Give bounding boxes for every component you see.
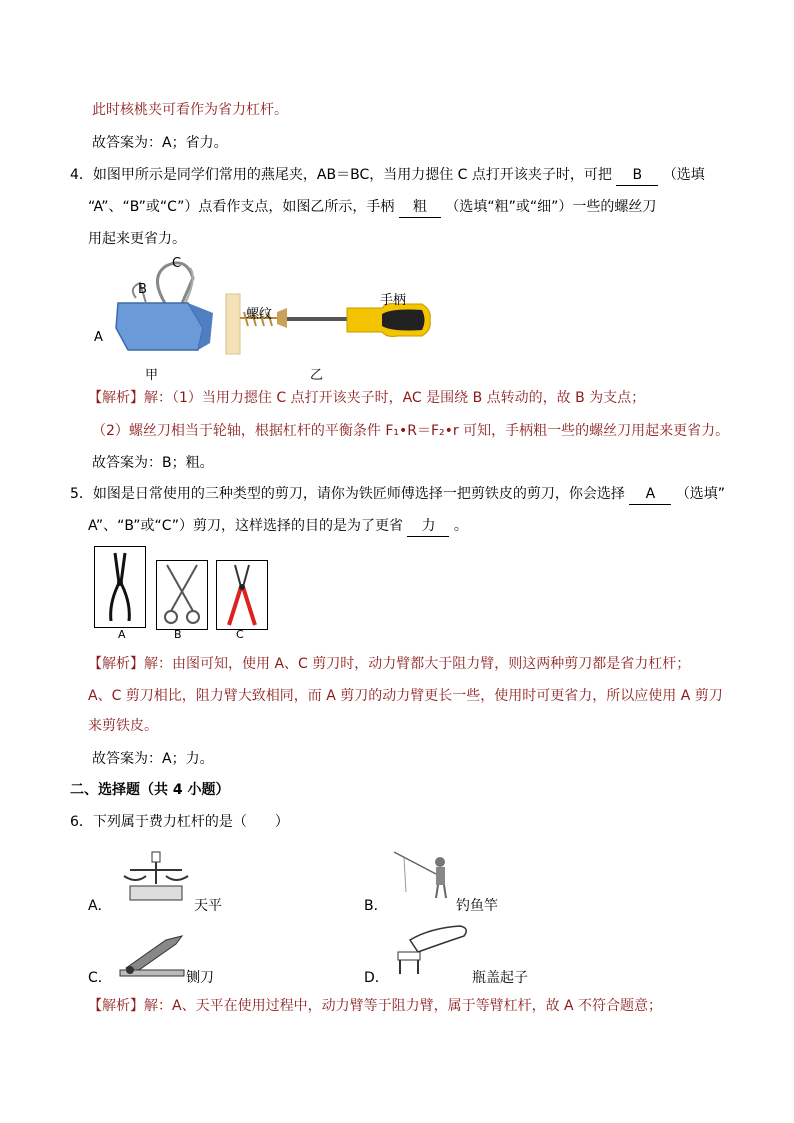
guillotine-icon bbox=[116, 930, 188, 980]
q6-stem: 6．下列属于费力杠杆的是（ ） bbox=[70, 814, 289, 830]
q5-blank-1: A bbox=[629, 484, 671, 505]
q4-answer: 故答案为：B；粗。 bbox=[92, 455, 214, 471]
q4-analysis-2: （2）螺丝刀相当于轮轴，根据杠杆的平衡条件 F₁•R＝F₂•r 可知，手柄粗一些的螺丝刀用起来更省力。 bbox=[92, 423, 730, 439]
binder-clip-figure bbox=[88, 258, 218, 358]
hedge-shears-icon bbox=[217, 561, 267, 629]
q5-text-1b: （选填” bbox=[675, 486, 726, 502]
scissors-label-a: A bbox=[118, 628, 126, 641]
analysis-tag: 【解析】 bbox=[88, 390, 144, 406]
binder-clip-body bbox=[116, 303, 203, 350]
q5-analysis-1 bbox=[88, 654, 690, 674]
option-b-label: 钓鱼竿 bbox=[456, 898, 498, 914]
q5-text-1a: 5．如图是日常使用的三种类型的剪刀，请你为铁匠师傅选择一把剪铁皮的剪刀，你会选择 bbox=[70, 486, 625, 502]
scissors-b-box bbox=[156, 560, 208, 630]
q5-analysis-text-1: 解：由图可知，使用 A、C 剪刀时，动力臂都大于阻力臂，则这两种剪刀都是省力杠杆； bbox=[144, 656, 691, 672]
wood-block bbox=[226, 294, 240, 354]
q5-text-2a: A”、“B”或“C”）剪刀，这样选择的目的是为了更省 bbox=[88, 518, 403, 534]
q5-text-2b: 。 bbox=[453, 518, 468, 534]
label-luowen: 螺纹 bbox=[246, 307, 273, 322]
option-b-letter[interactable]: B． bbox=[364, 898, 388, 914]
screw-head bbox=[277, 308, 287, 328]
tin-snips-icon bbox=[95, 547, 145, 627]
q6-analysis-text-1: 解：A、天平在使用过程中，动力臂等于阻力臂，属于等臂杠杆，故 A 不符合题意； bbox=[144, 998, 663, 1014]
q5-analysis-2: A、C 剪刀相比，阻力臂大致相同，而 A 剪刀的动力臂更长一些，使用时可更省力，所以应使用 A 剪刀 bbox=[88, 688, 723, 704]
fig-caption-yi: 乙 bbox=[310, 368, 324, 383]
fig-label-b: B bbox=[138, 282, 147, 297]
q4-analysis-1 bbox=[88, 388, 645, 408]
q4-analysis-text-1: 解：（1）当用力摁住 C 点打开该夹子时，AC 是围绕 B 点转动的，故 B 为支点； bbox=[144, 390, 646, 406]
q4-text-1b: （选填 bbox=[662, 167, 705, 183]
q6-analysis-1 bbox=[88, 996, 662, 1016]
option-c-label: 铡刀 bbox=[186, 970, 214, 986]
option-a-letter[interactable]: A． bbox=[88, 898, 112, 914]
fig-label-a: A bbox=[94, 330, 103, 345]
option-a-label: 天平 bbox=[194, 898, 222, 914]
q5-answer: 故答案为：A；力。 bbox=[92, 751, 214, 767]
scissors-c-box bbox=[216, 560, 268, 630]
scissors-icon bbox=[157, 561, 207, 629]
q4-line3: 用起来更省力。 bbox=[88, 231, 186, 247]
analysis-tag: 【解析】 bbox=[88, 656, 144, 672]
q5-line1 bbox=[70, 484, 725, 505]
handle-grip bbox=[382, 310, 425, 331]
q4-text-1a: 4．如图甲所示是同学们常用的燕尾夹，AB＝BC，当用力摁住 C 点打开该夹子时，可把 bbox=[70, 167, 612, 183]
screwdriver-shaft bbox=[287, 317, 347, 321]
intro-answer: 故答案为：A；省力。 bbox=[92, 135, 228, 151]
q4-blank-2: 粗 bbox=[399, 197, 441, 218]
scissors-label-c: C bbox=[236, 628, 244, 641]
section-title: 二、选择题（共 4 小题） bbox=[70, 782, 230, 798]
fishing-rod-icon bbox=[392, 844, 462, 900]
q5-analysis-3: 来剪铁皮。 bbox=[88, 718, 158, 734]
label-shoubing: 手柄 bbox=[380, 293, 407, 308]
q4-text-2b: （选填“粗”或“细”）一些的螺丝刀 bbox=[445, 199, 657, 215]
q5-line2 bbox=[88, 516, 468, 537]
q4-line1 bbox=[70, 165, 705, 186]
balance-scale-icon bbox=[120, 848, 192, 906]
q4-text-2a: “A”、“B”或“C”）点看作支点，如图乙所示，手柄 bbox=[88, 199, 395, 215]
fig-label-c: C bbox=[172, 256, 182, 271]
q4-blank-1: B bbox=[616, 165, 658, 186]
analysis-tag: 【解析】 bbox=[88, 998, 144, 1014]
q4-line2 bbox=[88, 197, 656, 218]
bottle-opener-icon bbox=[390, 922, 474, 976]
q5-blank-2: 力 bbox=[407, 516, 449, 537]
scissors-a-box bbox=[94, 546, 146, 628]
option-d-letter[interactable]: D． bbox=[364, 970, 389, 986]
fig-caption-jia: 甲 bbox=[145, 368, 159, 383]
option-c-letter[interactable]: C． bbox=[88, 970, 112, 986]
scissors-label-b: B bbox=[174, 628, 182, 641]
option-d-label: 瓶盖起子 bbox=[472, 970, 528, 986]
intro-line: 此时核桃夹可看作为省力杠杆。 bbox=[92, 102, 288, 118]
